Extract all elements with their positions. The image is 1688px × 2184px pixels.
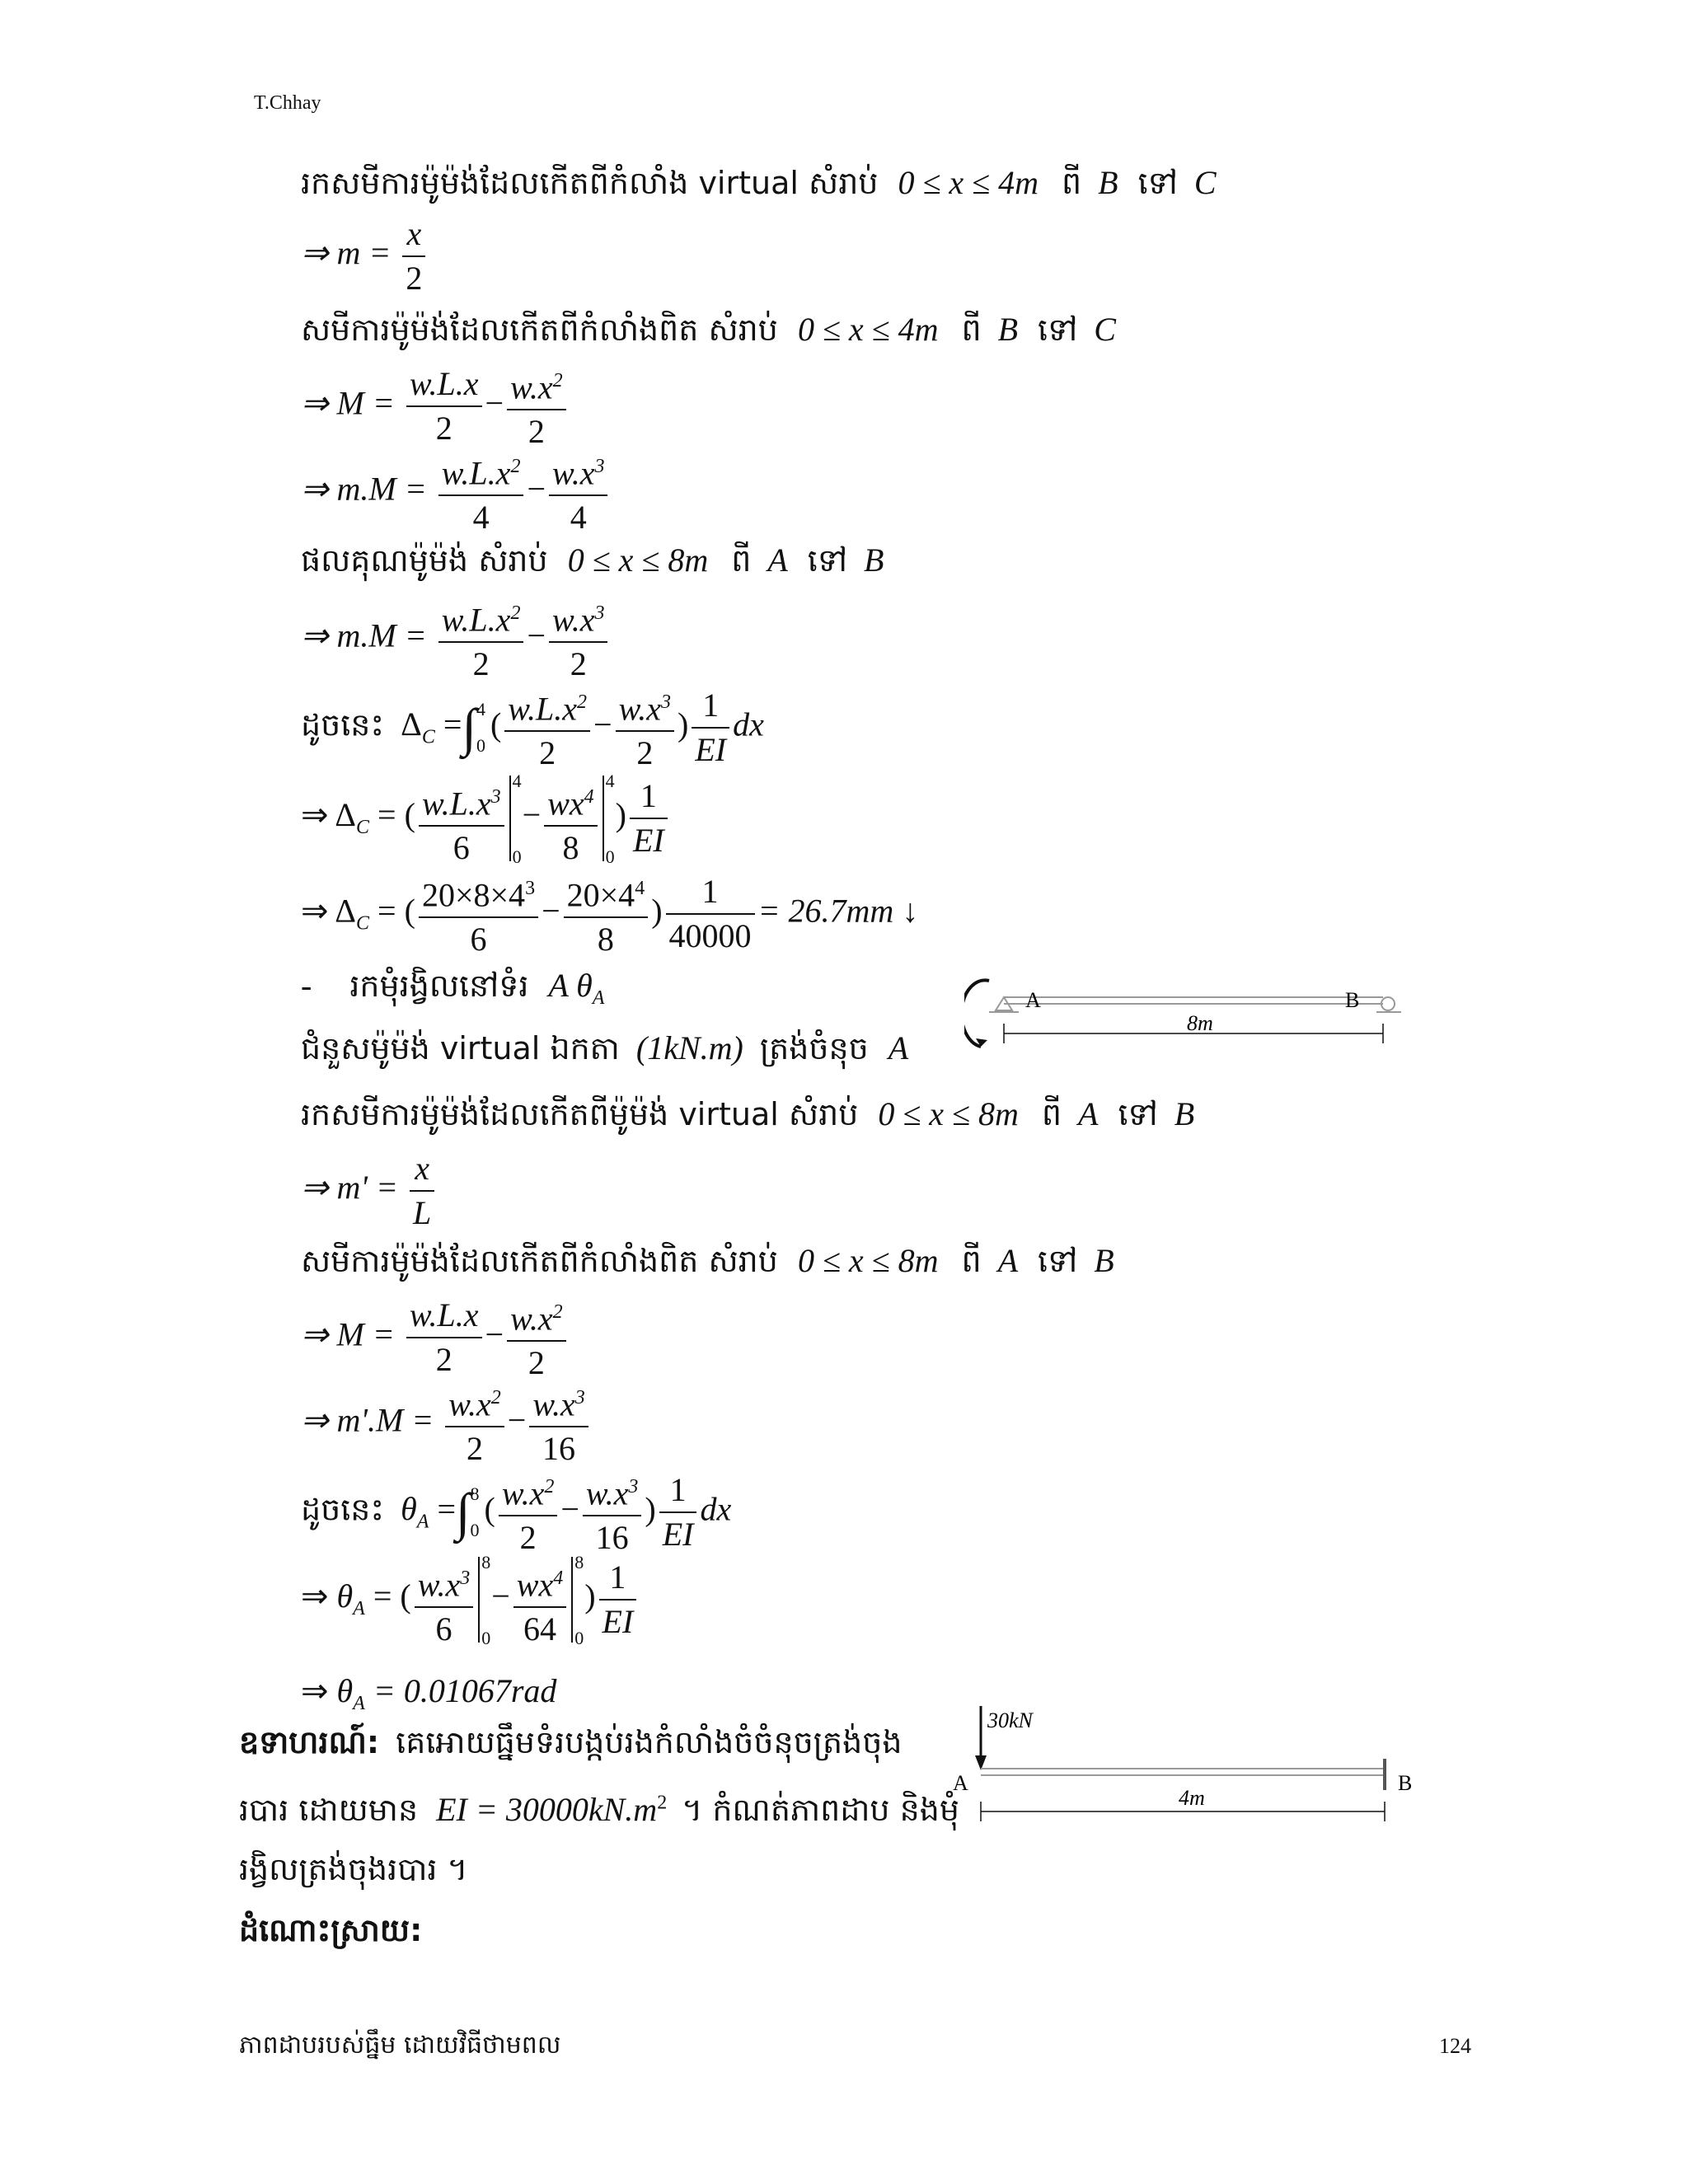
text-line-2: សមីការម៉ូម៉ង់ដែលកើតពីកំលាំងពិត សំរាប់ 0 ≤ x ≤ 4m ពី B ទៅ C: [301, 311, 1116, 348]
text-line-1: រកសមីការម៉ូម៉ង់ដែលកើតពីកំលាំង virtual សំរាប់ 0 ≤ x ≤ 4m ពី B ទៅ C: [301, 164, 1217, 201]
text-line-4: - រកមុំរង្វិលនៅទំរ A $\theta_A$: [301, 967, 605, 1009]
span-label: 4m: [1179, 1786, 1205, 1810]
equation-12: ⇒ $\theta_A$ = ( $\frac{w.x^3}{6}$ 8 0 − $\frac{wx^4}{64}$ 8 0 ) $\frac{1}{EI}$: [301, 1556, 640, 1643]
solution-heading: ដំណោះស្រាយ:: [239, 1912, 423, 1948]
label-b: B: [1398, 1771, 1413, 1795]
equation-7: ⇒ $\Delta_C$ = ( $\frac{20\times 8\times 4^3}{6}$ − $\frac{20\times 4^4}{8}$ ) $\frac{1}{40000}$ = 26.7mm ↓: [301, 867, 918, 961]
beam-diagram-2: [948, 1698, 1442, 1838]
equation-3: ⇒ m.M = $\frac{w.L.x^2}{4}$ − $\frac{w.x^3}{4}$: [301, 445, 611, 539]
equation-11: ដូចនេះ $\theta_A$ =∫ 8 0 ( $\frac{w.x^2}{2}$ − $\frac{w.x^3}{16}$ ) $\frac{1}{EI}$ dx: [301, 1465, 731, 1559]
roller-support: [1381, 997, 1395, 1010]
equation-8: ⇒ m' = $\frac{x}{L}$: [301, 1147, 438, 1235]
label-a: A: [1025, 988, 1041, 1012]
equation-10: ⇒ m'.M = $\frac{w.x^2}{2}$ − $\frac{w.x^3}{16}$: [301, 1376, 592, 1470]
equation-4: ⇒ m.M = $\frac{w.L.x^2}{2}$ − $\frac{w.x^3}{2}$: [301, 592, 611, 686]
footer-title: ភាពដាបរបស់ធ្នឹម ដោយវិធីថាមពល: [239, 2031, 561, 2060]
equation-6: ⇒ $\Delta_C$ = ( $\frac{w.L.x^3}{6}$ 4 0 − $\frac{wx^4}{8}$ 4 0 ) $\frac{1}{EI}$: [301, 775, 671, 862]
text-line-6: រកសមីការម៉ូម៉ង់ដែលកើតពីម៉ូម៉ង់ virtual សំរាប់ 0 ≤ x ≤ 8m ពី A ទៅ B: [301, 1095, 1195, 1132]
label-a: A: [953, 1771, 968, 1795]
page-number: 124: [1439, 2034, 1471, 2058]
example-line-1: ឧទាហរណ៍: គេអោយធ្នឹមទំរបង្កប់រងកំលាំងចំចំនុចត្រង់ចុង: [239, 1724, 903, 1760]
equation-13: ⇒ $\theta_A = 0.01067rad$: [301, 1672, 557, 1714]
equation-5: ដូចនេះ $\Delta_C$ =∫ 4 0 ( $\frac{w.L.x^2}{2}$ − $\frac{w.x^3}{2}$ ) $\frac{1}{EI}$ dx: [301, 681, 764, 775]
example-line-3: រង្វិលត្រង់ចុងរបារ ។: [239, 1851, 468, 1887]
text-line-7: សមីការម៉ូម៉ង់ដែលកើតពីកំលាំងពិត សំរាប់ 0 ≤ x ≤ 8m ពី A ទៅ B: [301, 1242, 1114, 1279]
beam-diagram-1: [964, 964, 1409, 1071]
text-line-5: ជំនួសម៉ូម៉ង់ virtual ឯកតា (1kN.m) ត្រង់ចំនុច A: [301, 1029, 909, 1066]
text-line-3: ផលគុណម៉ូម៉ង់ សំរាប់ 0 ≤ x ≤ 8m ពី A ទៅ B: [301, 541, 884, 579]
header-author: T.Chhay: [254, 92, 321, 114]
label-b: B: [1345, 988, 1360, 1012]
equation-9: ⇒ M = $\frac{w.L.x}{2}$ − $\frac{w.x^2}{2}$: [301, 1291, 570, 1385]
equation-1: ⇒ m = $\frac{x}{2}$: [301, 213, 429, 300]
span-label: 8m: [1187, 1011, 1213, 1035]
load-label: 30kN: [987, 1708, 1033, 1732]
moment-arc: [964, 980, 989, 1047]
equation-2: ⇒ M = $\frac{w.L.x}{2}$ − $\frac{w.x^2}{2}$: [301, 359, 570, 453]
example-line-2: របារ ដោយមាន EI = $30000kN.m^2$ ។ កំណត់ភាពដាប និងមុំ: [239, 1791, 959, 1828]
